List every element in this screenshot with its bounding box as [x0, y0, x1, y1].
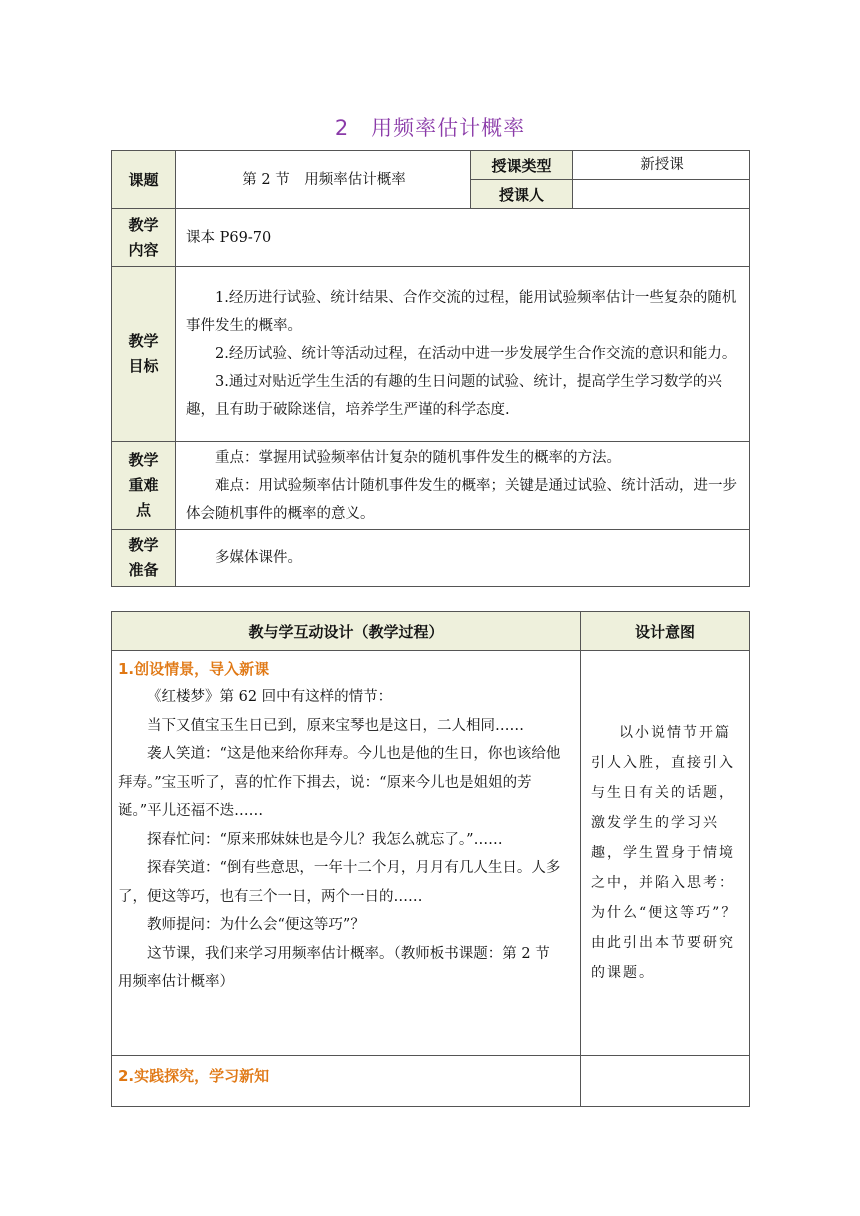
process-paragraph: 探春忙问：“原来邢妹妹也是今儿？我怎么就忘了。”……	[147, 831, 503, 848]
goal-item: 1.经历进行试验、统计结果、合作交流的过程，能用试验频率估计一些复杂的随机事件发生的概率。	[186, 290, 737, 334]
section1-process	[112, 651, 581, 1056]
teacher-label: 授课人	[471, 180, 573, 209]
topic-value: 第 2 节 用频率估计概率	[176, 151, 471, 209]
goals-cell	[176, 267, 750, 442]
prep-label: 教学 准备	[112, 530, 176, 587]
section2-process	[112, 1056, 581, 1107]
key-point-item: 重点：掌握用试验频率估计复杂的随机事件发生的概率的方法。	[215, 449, 621, 466]
key-point-item: 难点：用试验频率估计随机事件发生的概率；关键是通过试验、统计活动，进一步体会随机事件的概率的意义。	[186, 477, 737, 522]
teacher-value	[573, 180, 750, 209]
process-column-header: 教与学互动设计（教学过程）	[112, 612, 581, 651]
content-label: 教学 内容	[112, 209, 176, 267]
type-value: 新授课	[573, 151, 750, 180]
goal-item: 3.通过对贴近学生生活的有趣的生日问题的试验、统计，提高学生学习数学的兴趣，且有助于破除迷信，培养学生严谨的科学态度.	[186, 374, 722, 418]
section1-intent: 以小说情节开篇引人入胜，直接引入与生日有关的话题，激发学生的学习兴趣，学生置身于情境之中，并陷入思考：为什么“便这等巧”？由此引出本节要研究的课题。	[581, 651, 750, 1056]
process-paragraph: 《红楼梦》第 62 回中有这样的情节：	[147, 689, 393, 705]
goals-label: 教学 目标	[112, 267, 176, 442]
section2-title: 2.实践探究，学习新知	[118, 1067, 270, 1085]
process-paragraph: 当下又值宝玉生日已到，原来宝琴也是这日，二人相同……	[147, 717, 524, 734]
section1-title: 1.创设情景，导入新课	[118, 660, 270, 678]
key-points-label: 教学 重难 点	[112, 442, 176, 530]
content-value: 课本 P69-70	[176, 209, 750, 267]
process-paragraph: 袭人笑道：“这是他来给你拜寿。今儿也是他的生日，你也该给他拜寿。”宝玉听了，喜的忙作下揖去，说：“原来今儿也是姐姐的芳诞。”平儿还福不迭……	[118, 746, 561, 819]
process-paragraph: 这节课，我们来学习用频率估计概率。（教师板书课题：第 2 节 用频率估计概率）	[118, 945, 565, 990]
type-label: 授课类型	[471, 151, 573, 180]
page-title: 2 用频率估计概率	[334, 116, 526, 140]
lesson-info-table	[111, 150, 750, 587]
process-paragraph: 教师提问：为什么会“便这等巧”？	[147, 917, 365, 933]
prep-value: 多媒体课件。	[176, 530, 750, 587]
key-points-cell	[176, 442, 750, 530]
topic-label: 课题	[112, 151, 176, 209]
goal-item: 2.经历试验、统计等活动过程，在活动中进一步发展学生合作交流的意识和能力。	[215, 346, 737, 362]
section2-intent	[581, 1056, 750, 1107]
teaching-process-table	[111, 611, 750, 1107]
process-paragraph: 探春笑道：“倒有些意思，一年十二个月，月月有几人生日。人多了，便这等巧，也有三个一日，两个一日的……	[118, 860, 561, 905]
intent-column-header: 设计意图	[581, 612, 750, 651]
